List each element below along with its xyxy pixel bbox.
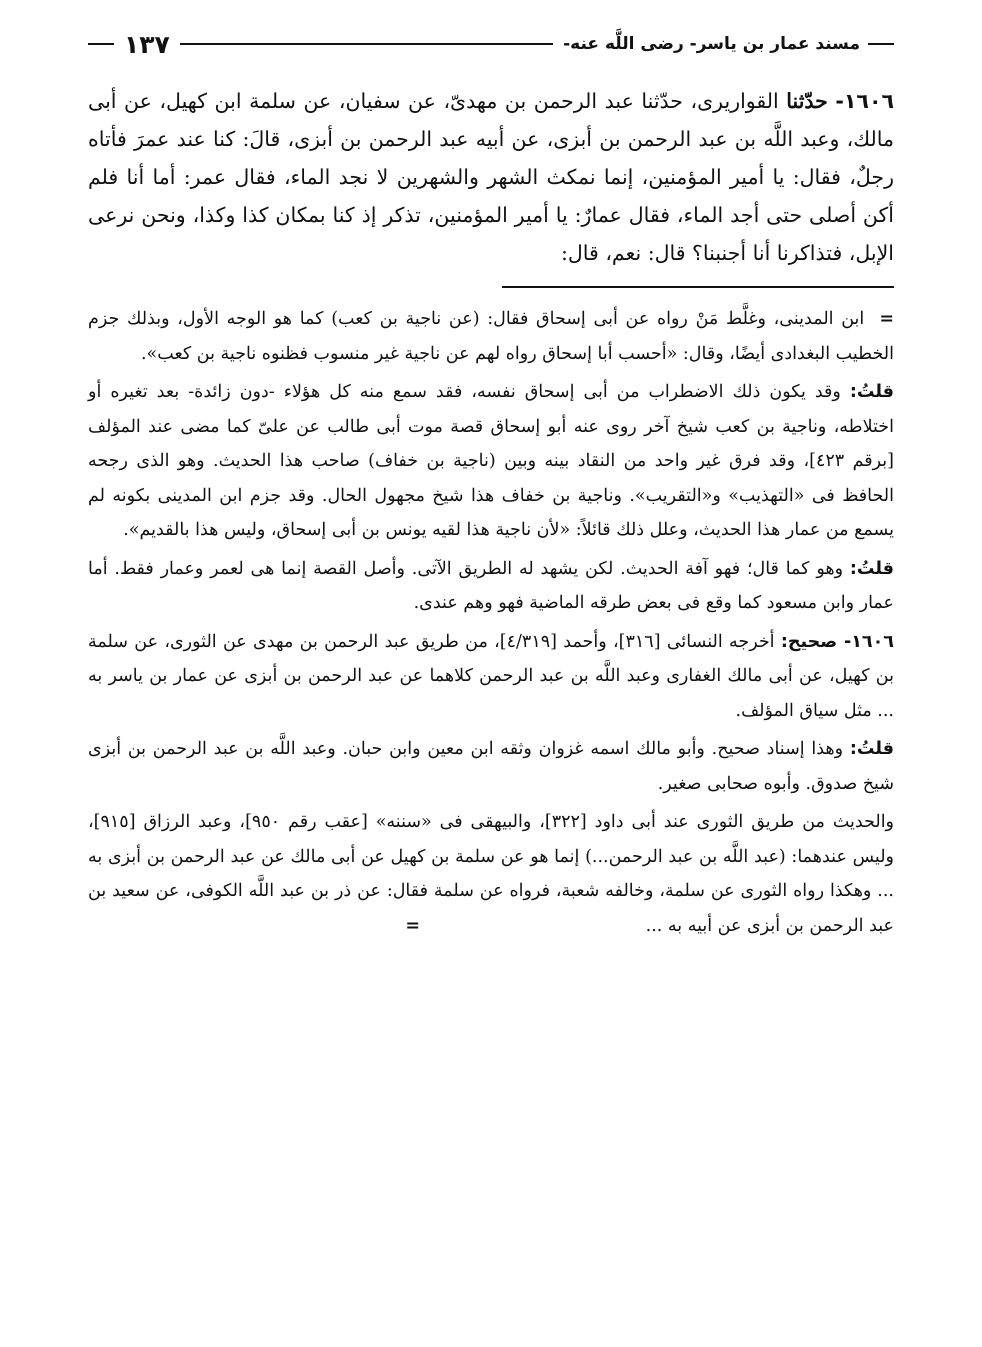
- footnote-paragraph-1: [88, 302, 894, 371]
- header-dash-right: [868, 43, 894, 45]
- hadith-number: ١٦٠٦-: [835, 89, 894, 113]
- book-page: [88, 22, 894, 1322]
- takhrij-heading: ١٦٠٦- صحيح:: [780, 631, 894, 652]
- footnote-text-4: أخرجه النسائى [٣١٦]، وأحمد [٤/٣١٩]، من طريق عبد الرحمن بن مهدى عن الثورى، عن سلمة بن كهيل، عن أبى مالك الغفارى وعبد اللَّه بن عبد الرحمن كلاهما عن عبد الرحمن بن أبزى عن عمار بن ياسر به ... مثل سياق المؤلف.: [88, 631, 894, 721]
- footnote-text-1: ابن المدينى، وغلَّط مَنْ رواه عن أبى إسحاق فقال: (عن ناجية بن كعب) كما هو الوجه الأول، وبذلك جزم الخطيب البغدادى أيضًا، وقال: «أحسب أبا إسحاق رواه لهم عن ناجية غير منسوب فظنوه ناجية بن كعب».: [88, 309, 894, 364]
- header-dash-left: [88, 43, 114, 45]
- footnote-paragraph-2: [88, 375, 894, 548]
- running-title: مسند عمار بن ياسر- رضى اللَّه عنه-: [563, 34, 860, 54]
- footnote-text-5: وهذا إسناد صحيح. وأبو مالك اسمه غزوان وثقه ابن معين وابن حبان. وعبد اللَّه بن عبد الرحمن بن أبزى شيخ صدوق. وأبوه صحابى صغير.: [88, 739, 894, 794]
- hadith-lead-word: حدّثنا: [786, 89, 828, 113]
- page-header: [88, 22, 894, 66]
- qult-label-2: قلتُ:: [849, 558, 894, 579]
- footnote-paragraph-5: [88, 732, 894, 801]
- header-rule: [180, 43, 553, 45]
- page-number: ١٣٧: [124, 29, 170, 59]
- footnote-text-6: والحديث من طريق الثورى عند أبى داود [٣٢٢]، والبيهقى فى «سننه» [عقب رقم ٩٥٠]، وعبد الرزاق [٩١٥]، وليس عندهما: (عبد اللَّه بن عبد الرحمن...) إنما هو عن سلمة بن كهيل عن أبى مالك عن عبد الرحمن بن أبزى به ... وهكذا رواه الثورى عن سلمة، وخالفه شعبة، فرواه عن سلمة فقال: عن ذر بن عبد اللَّه الكوفى، عن سعيد بن عبد الرحمن بن أبزى عن أبيه به ...: [88, 812, 895, 936]
- footnote-separator: [502, 286, 894, 288]
- footnote-paragraph-3: [88, 552, 894, 621]
- continuation-mark: =: [879, 309, 894, 329]
- qult-label-3: قلتُ:: [849, 739, 894, 759]
- qult-label-1: قلتُ:: [849, 382, 894, 402]
- footnote-paragraph-4: [88, 625, 894, 729]
- footnote-text-2: وقد يكون ذلك الاضطراب من أبى إسحاق نفسه، فقد سمع منه كل هؤلاء -دون زائدة- بعد تغيره أو اختلاطه، وناجية بن كعب شيخ آخر روى عنه أبو إسحاق قصة موت أبى طالب عن علىّ كما مضى عند المؤلف [برقم ٤٢٣]، وقد فرق غير واحد من النقاد بينه وبين (ناجية بن خفاف) صاحب هذا الحديث. وهو الذى رجحه الحافظ فى «التهذيب» و«التقريب». وناجية بن خفاف هذا شيخ مجهول الحال. وقد جزم ابن المدينى بكونه لم يسمع من عمار هذا الحديث، وعلل ذلك قائلاً: «لأن ناجية هذا لقيه يونس بن أبى إسحاق، وليس هذا بالقديم».: [88, 382, 894, 540]
- footnote-text-3: وهو كما قال؛ فهو آفة الحديث. لكن يشهد له الطريق الآتى. وأصل القصة إنما هى لعمر وعمار فقط. أما عمار وابن مسعود كما وقع فى بعض طرقه الماضية فهو وهم عندى.: [88, 558, 894, 613]
- footnote-paragraph-6: [88, 805, 894, 943]
- footnotes: [88, 302, 894, 943]
- page-continues-mark: =: [405, 915, 421, 936]
- hadith-text: [88, 82, 894, 272]
- hadith-body: القواريرى، حدّثنا عبد الرحمن بن مهدىّ، عن سفيان، عن سلمة ابن كهيل، عن أبى مالك، وعبد اللَّه بن عبد الرحمن بن أبزى، عن أبيه عبد الرحمن بن أبزى، قالَ: كنا عند عمرَ فأتاه رجلٌ، فقال: يا أمير المؤمنين، إنما نمكث الشهر والشهرين لا نجد الماء، فقال عمر: أما أنا فلم أكن أصلى حتى أجد الماء، فقال عمارٌ: يا أمير المؤمنين، تذكر إذ كنا بمكان كذا وكذا، ونحن نرعى الإبل، فتذاكرنا أنا أجنبنا؟ قال: نعم، قال:: [88, 89, 894, 265]
